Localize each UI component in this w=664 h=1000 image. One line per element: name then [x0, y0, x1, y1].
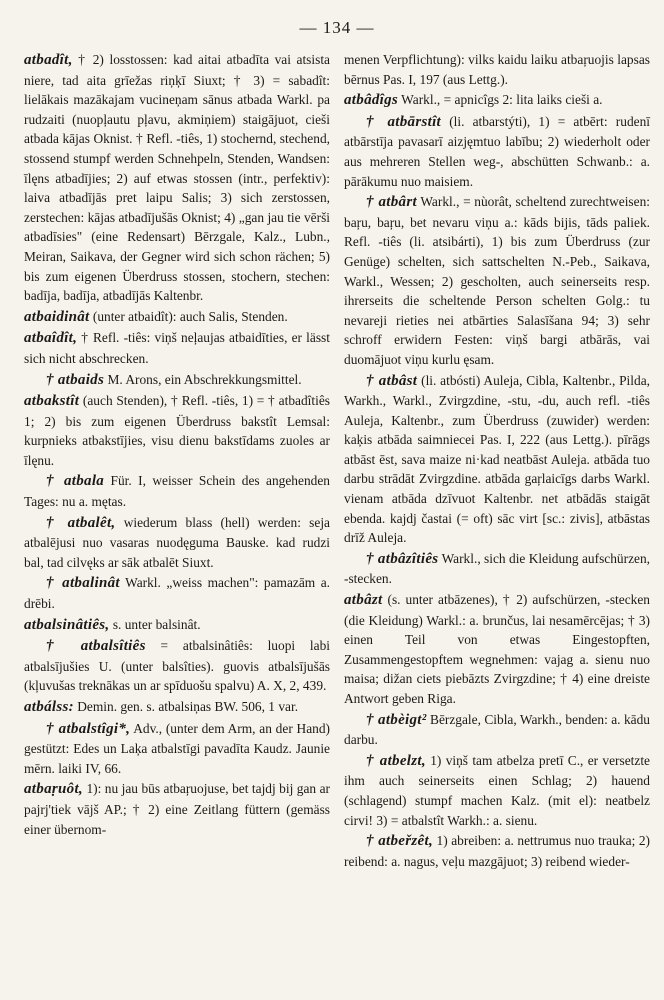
entry-text: menen Verpflichtung): vilks kaidu laiku atbaŗuojis lapsas bērnus Pas. I, 197 (aus Lettg.). — [344, 52, 650, 87]
entry-headword: † atbalinât — [46, 575, 120, 592]
entry-headword: atbâzt — [344, 592, 383, 609]
entry-headword: atbaîdît, — [24, 330, 78, 347]
entry-headword: † atbèigt² — [366, 711, 427, 728]
entry-text: M. Arons, ein Abschrekkungsmittel. — [104, 371, 302, 387]
entry-headword: † atbâst — [366, 372, 418, 389]
entry-headword: atbaṛuôt, — [24, 781, 83, 798]
entry-headword: atbaidinât — [24, 308, 90, 325]
dictionary-entry — [344, 112, 650, 191]
dictionary-entry — [24, 307, 330, 328]
dictionary-entry — [344, 549, 650, 589]
entry-text: Für. I, weisser Schein des angehenden Tages: nu a. mętas. — [24, 473, 330, 510]
entry-headword: atbalsinâtiês, — [24, 616, 110, 633]
entry-text: Warkl., = nùorât, scheltend zurechtweisen: baŗu, baŗu, bet nevaru viņu a.: kāds bijis, tāds paliek. Refl. -tiês (li. atsibárti), 1) bis zum Überdruss (zur Genüge) schelten, sich sattschelten N.-Peb., Saikava, Warkl., Wessen; 2) gescholten, auch seinerseits resp. ihrerseits die scheltende Person schelten Golg.: tu nevareji rieties nei atbārties Salasīšana 94; 3) sehr schroff erwidern Festen: viņš bargi atbārās, vai duomājuot viņu kurlu ęsam. — [344, 194, 651, 367]
entry-headword: † atbala — [46, 473, 105, 490]
entry-text: (li. atbarstýti), 1) = atbērt: rudenī atbārstīja pavasarī aizjęmtuo labību; 2) wiederholt oder aus mehreren Stellen weg-, abschütten Schwanb.: a. pārākumu nuo maisiem. — [344, 113, 650, 189]
entry-text: (s. unter atbāzenes), † 2) aufschürzen, -stecken (die Kleidung) Warkl.: a. brunčus, lai nesamērcējas; † 3) einen Teil von etwas Eingestopften, Zusammengestopftem wegnehmen: vajag a. sienu nuo maisa; dižan ciets piebāzts Zvirgzdine; † 4) eine dreiste Antwort geben Riga. — [344, 592, 650, 706]
entry-text: Bērzgale, Cibla, Warkh., benden: a. kādu darbu. — [344, 711, 650, 748]
entry-text: (unter atbaidît): auch Salis, Stenden. — [89, 308, 288, 324]
dictionary-entry — [24, 471, 330, 511]
dictionary-entry — [24, 573, 330, 613]
dictionary-entry — [344, 90, 650, 111]
entry-headword: atbálss: — [24, 699, 74, 715]
dictionary-entry — [24, 636, 330, 696]
dictionary-entry — [24, 697, 330, 718]
entry-text: (li. atbósti) Auleja, Cibla, Kaltenbr., Pilda, Warkh., Warkl., Zvirgzdine, -stu, -du, auch refl. -tiês Auleja, Kaltenbr., zum Überdruss (zuwider) werden: kaķis atbāda saimniecei Pas. I, 222 (aus Lettg.). pīrāgs atbāst ēst, sava maize ni·kad neatbāst Auleja. atbāda tuo darbu strādāt Zvirgzdine. atbāda gaŗlaicīgs darbs Warkl. vienam atbāda dzīvuot Kaltenbr. net atbādās staigāt ebenda. kajdj častai (= oft) sāc virt [sc.: zivis], atbāstas drīž Auleja. — [344, 372, 650, 546]
entry-headword: † atbārstît — [366, 113, 442, 130]
entry-text: † 2) losstossen: kad aitai atbadīta vai atsista niere, tad aita grīežas riņķī Siuxt; † 3) = sabadît: lielākais mazākajam vucineņam sānus atbada Warkl. pa rudzaiti (nuopļautu pļavu, akmiņiem) staigājuot, cieši atbada kājas Oknist. † Refl. -tiês, 1) stochernd, stechend, stossend stumpf werden Schnehpeln, Stenden, Wandsen: īlęns atbadījies; 2) auf etwas stossen (intr., perfektiv): laiva atbadījās pret laipu Salis; 3) sich zerstossen, zerstechen: kājas atbadījušās Oknist; 4) „gan jau tie vērši atbadīsies" (eine Redensart) Bērzgale, Kalz., Lubn., Meiran, Saikava, der Gegner wird sich schon rächen; 5) bis zum eigenen Überdruss stossen, stochern, stechen: badīja, badīja, atbadījās Kaltenbr. — [24, 52, 330, 304]
entry-text: Warkl., = apnicîgs 2: lita laiks cieši a. — [398, 92, 603, 108]
entry-text: Warkl., sich die Kleidung aufschürzen, -stecken. — [344, 550, 650, 587]
dictionary-entry — [344, 192, 650, 369]
right-column — [344, 50, 650, 872]
dictionary-entry — [24, 50, 330, 306]
entry-headword: † atbalstîgi*, — [46, 720, 131, 737]
entry-headword: † atbaids — [46, 371, 105, 388]
entry-text: 1) viņš tam atbelza pretī C., er versetzte ihm auch seinerseits einen Schlag; 2) hauend (schlagend) stumpf machen Kalz. (mit el): neatbelz cirvi! 3) = atbalstît Warkh.: a. sienu. — [344, 752, 650, 828]
dictionary-entry — [344, 590, 650, 709]
entry-text: Warkl. „weiss machen": pamazām a. drēbi. — [24, 575, 330, 612]
entry-text: wiederum blass (hell) werden: seja atbalējusi nuo vasaras nuodęguma Bauske. kad rudzi bal, tad cilvęks ar sāk atbalēt Siuxt. — [24, 514, 330, 570]
dictionary-entry — [344, 710, 650, 750]
dictionary-entry — [24, 615, 330, 636]
entry-headword: † atbârt — [366, 194, 417, 211]
entry-text: Demin. gen. s. atbalsiņas BW. 506, 1 var. — [73, 699, 299, 714]
entry-headword: atbakstît — [24, 393, 80, 410]
entry-headword: † atbeřzêt, — [366, 833, 434, 850]
dictionary-entry — [24, 391, 330, 470]
dictionary-entry — [344, 831, 650, 871]
dictionary-entry — [344, 50, 650, 89]
dictionary-entry — [24, 513, 330, 573]
dictionary-entry — [24, 779, 330, 839]
entry-text: s. unter balsinât. — [109, 616, 201, 632]
dictionary-entry — [344, 751, 650, 830]
entry-headword: † atbâzîtiês — [366, 550, 439, 567]
entry-text: 1) abreiben: a. nettrumus nuo trauka; 2) reibend: a. nagus, veļu mazgājuot; 3) reibend wieder- — [344, 833, 650, 869]
entry-headword: † atbelzt, — [366, 752, 426, 769]
entry-headword: atbadît, — [24, 52, 73, 68]
dictionary-entry — [24, 719, 330, 779]
entry-headword: † atbalsîtiês — [46, 638, 146, 655]
entry-text: 1): nu jau būs atbaŗuojuse, bet tajdj bij gan ar pajrj'tiek vājš AP.; † 2) eine Zeitlang füttern (gemäss einer übernom- — [24, 781, 330, 837]
entry-text: (auch Stenden), † Refl. -tiês, 1) = † atbadîtiês 1; 2) bis zum eigenen Überdruss bakstît Lemsal: kurpnieks atbakstījies, visu dienu bakstīdams zuoles ar īlęnu. — [24, 393, 330, 468]
dictionary-entry — [24, 370, 330, 391]
left-column — [24, 50, 330, 872]
dictionary-entry — [344, 371, 650, 548]
dictionary-entry — [24, 328, 330, 368]
entry-text: = atbalsinâtiês: luopi labi atbalsījušies U. (unter balsîties). guovis atbalsījušās (kļuvušas treknākas un ar spīduošu spalvu) A. X, 2, 439. — [24, 638, 330, 694]
entry-headword: atbâdîgs — [344, 92, 399, 109]
entry-text: Adv., (unter dem Arm, an der Hand) gestützt: Edes un Laķa atbalstīgi pavadīta Kaudz. Jaunie mērn. laiki IV, 66. — [24, 720, 330, 776]
page-number: — 134 — — [299, 18, 375, 37]
columns — [24, 50, 650, 872]
entry-headword: † atbalêt, — [46, 514, 116, 531]
entry-text: † Refl. -tiês: viņš neļaujas atbaidīties, er lässt sich nicht abschrecken. — [24, 330, 330, 366]
